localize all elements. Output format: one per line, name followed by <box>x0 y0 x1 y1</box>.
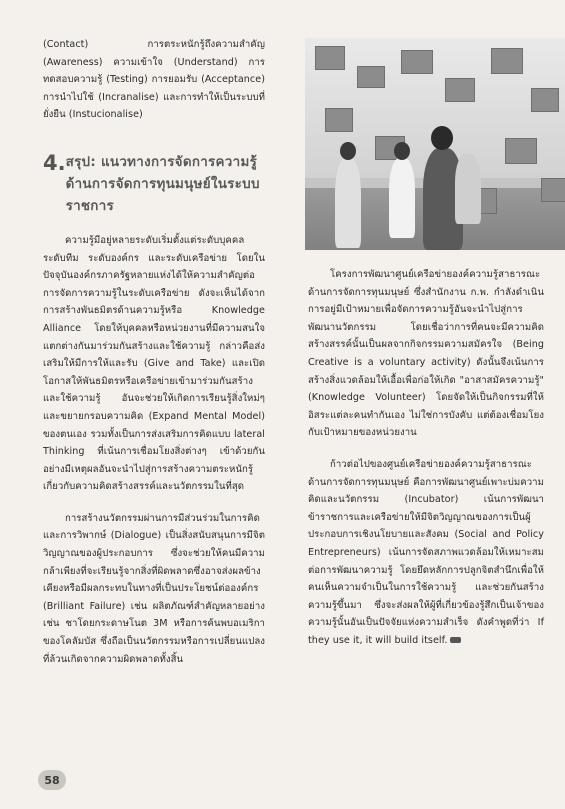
left-column <box>43 36 265 668</box>
paragraph-knowledge-levels <box>43 232 265 496</box>
page-number: 58 <box>38 770 66 790</box>
end-of-article-icon <box>450 637 461 643</box>
person-head <box>340 142 356 160</box>
sticky-note <box>531 88 559 112</box>
person-figure <box>389 158 415 238</box>
paragraph-intro: (Contact) การตระหนักรู้ถึงความสำคัญ (Awareness) ความเข้าใจ (Understand) การทดสอบความรู้ (Testing) การยอมรับ (Acceptance) การนำไปใช้ (Incranalise) และการทำให้เป็นระบบที่ยั่งยืน (Instucionalise) <box>43 39 265 121</box>
section-title: สรุป: แนวทางการจัดการความรู้ด้านการจัดการทุนมนุษย์ในระบบราชการ <box>65 154 260 214</box>
sticky-note <box>541 178 565 202</box>
sticky-note <box>505 138 537 164</box>
sticky-note <box>491 48 523 74</box>
sticky-note <box>315 46 345 70</box>
paragraph-gap <box>43 496 265 510</box>
paragraph-project <box>308 266 544 442</box>
sticky-note <box>401 50 433 74</box>
person-figure <box>335 158 361 248</box>
sticky-note <box>357 66 385 88</box>
person-figure <box>455 154 481 224</box>
person-head <box>394 142 410 160</box>
sticky-note <box>445 78 475 102</box>
person-head <box>431 126 453 150</box>
paragraph-next-step <box>308 456 544 650</box>
paragraph-gap <box>308 442 544 456</box>
sticky-note <box>325 108 353 132</box>
office-photo <box>305 38 565 250</box>
paragraph-next-step-text: ก้าวต่อไปของศูนย์เครือข่ายองค์ความรู้สาธารณะด้านการจัดการทุนมนุษย์ คือการพัฒนาศูนย์เพาะบ่มความคิดและนวัตกรรม (Incubator) เน้นการพัฒนาข้าราชการและเครือข่ายให้มีจิตวิญญาณของการเป็นผู้ประกอบการเชิงนโยบายและสังคม (Social and Policy Entrepreneurs) เน้นการจัดสภาพแวดล้อมให้เหมาะสมต่อการพัฒนาความรู้ โดยยึดหลักการปลูกจิตสำนึกเพื่อให้คนเห็นความจำเป็นในการใช้ความรู้ และช่วยกันสร้างความรู้ขึ้นมา ซึ่งจะส่งผลให้ผู้ที่เกี่ยวข้องรู้สึกเป็นเจ้าของความรู้นั้นอันเป็นปัจจัยแห่งความสำเร็จ ดังคำพูดที่ว่า If they use it, it will build itself. <box>308 458 544 646</box>
paragraph-innovation-text: การสร้างนวัตกรรมผ่านการมีส่วนร่วมในการคิดและการวิพากษ์ (Dialogue) เป็นสิ่งสนับสนุนการมีจิตวิญญาณของผู้ประกอบการ ซึ่งจะช่วยให้คนมีความกล้าเพียงที่จะเรียนรู้จากสิ่งที่ผิดพลาดซึ่งอาจส่งผลข้างเคียงหรือมีผลกระทบในทางที่เป็นประโยชน์ต่อองค์กร (Brilliant Failure) เช่น ผลิตภัณฑ์สำคัญหลายอย่าง เช่น ชาโดยกระดาษโนต 3M หรือการค้นพบอเมริกาของโคลัมบัส ซึ่งถือเป็นนวัตกรรมหรือการเปลี่ยนแปลงที่ล้วนเกิดจากความผิดพลาดทั้งสิ้น <box>43 512 265 665</box>
paragraph-knowledge-levels-text: ความรู้มีอยู่หลายระดับเริ่มตั้งแต่ระดับบุคคล ระดับทีม ระดับองค์กร และระดับเครือข่าย โดยในปัจจุบันองค์กรภาครัฐหลายแห่งได้ให้ความสำคัญต่อการจัดการความรู้ในระดับเครือข่าย ดังจะเห็นได้จากการสร้างพันธมิตรด้านความรู้หรือ Knowledge Alliance โดยให้บุคคลหรือหน่วยงานที่มีความสนใจแตกต่างกันมาร่วมกันสร้างและใช้ความรู้ กล่าวคือส่งเสริมให้มีการให้และรับ (Give and Take) และเปิดโอกาสให้พันธมิตรหรือเครือข่ายเข้ามาร่วมกันสร้างและใช้ความรู้ อันจะช่วยให้เกิดการเรียนรู้สิ่งใหม่ๆ และขยายกรอบความคิด (Expand Mental Model) ของตนเอง รวมทั้งเป็นการส่งเสริมการคิดแบบ lateral Thinking ที่เน้นการเชื่อมโยงสิ่งต่างๆ เข้าด้วยกันอย่างมีเหตุผลอันจะนำไปสู่การสร้างความตระหนักรู้เกี่ยวกับความคิดสร้างสรรค์และนวัตกรรมในที่สุด <box>43 234 265 493</box>
section-number: 4. <box>43 150 66 175</box>
section-heading <box>43 152 265 218</box>
paragraph-innovation <box>43 510 265 668</box>
right-column <box>308 266 544 649</box>
paragraph-project-text: โครงการพัฒนาศูนย์เครือข่ายองค์ความรู้สาธารณะด้านการจัดการทุนมนุษย์ ซึ่งสำนักงาน ก.พ. กำลังดำเนินการอยู่มีเป้าหมายเพื่อจัดการความรู้อันจะนำไปสู่การพัฒนานวัตกรรม โดยเชื่อว่าการที่คนจะมีความคิดสร้างสรรค์นั้นเป็นผลจากกิจกรรมความสมัครใจ (Being Creative is a voluntary activity) ดังนั้นจึงเน้นการสร้างสิ่งแวดล้อมให้เอื้อเพื่อก่อให้เกิด "อาสาสมัครความรู้" (Knowledge Volunteer) โดยจัดให้เป็นกิจกรรมที่ให้อิสระแต่ละคนทำกันเอง ไม่ใช่การบังคับ แต่ต้องเชื่อมโยงกับเป้าหมายของหน่วยงาน <box>308 269 544 439</box>
